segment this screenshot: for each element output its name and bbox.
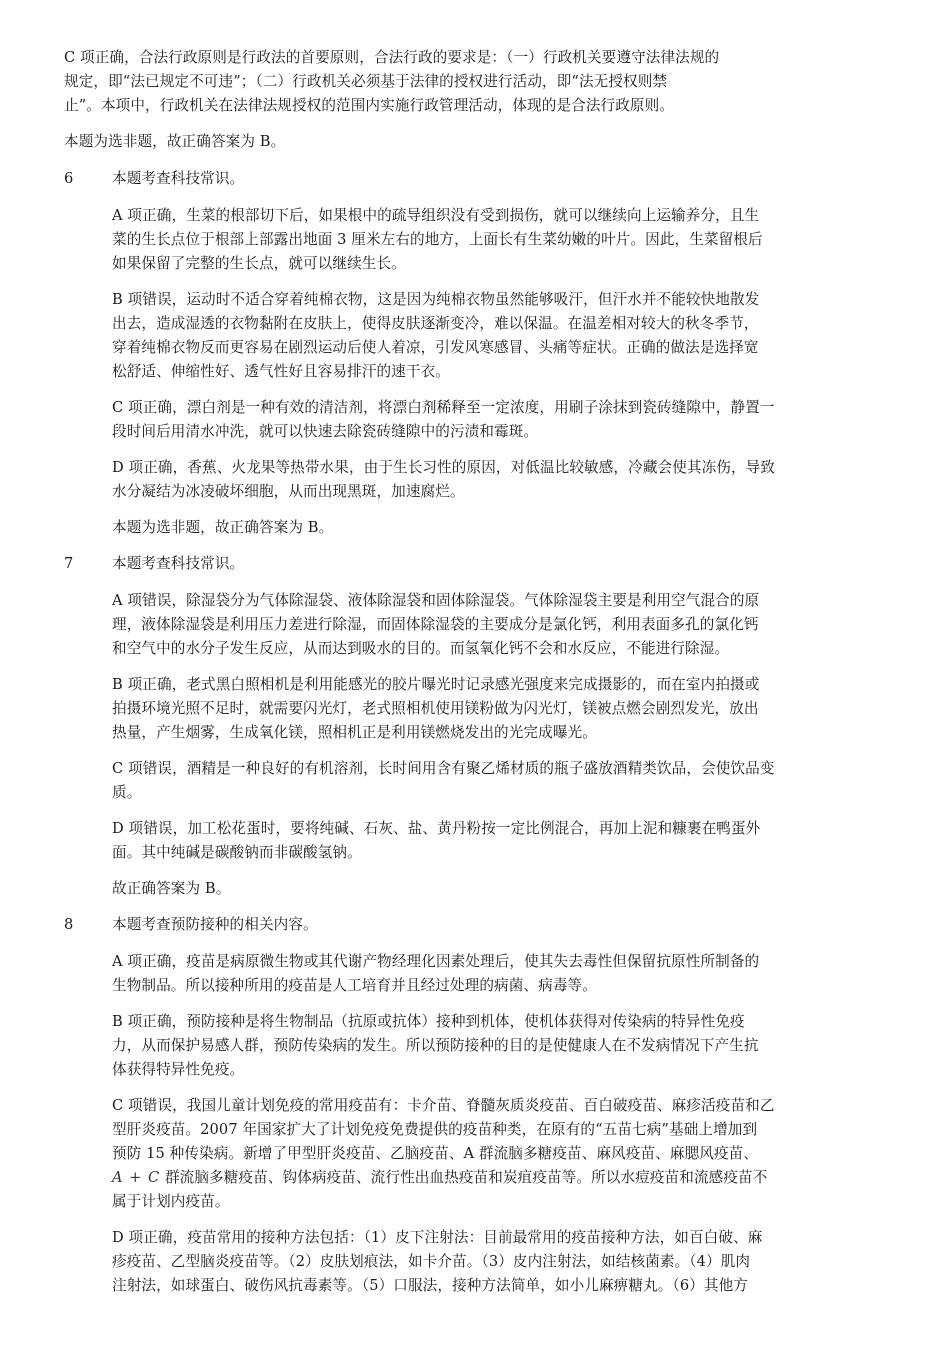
text-line: 如果保留了完整的生长点，就可以继续生长。 (112, 255, 406, 272)
paragraph-c-explanation (64, 46, 719, 118)
text-line: B 项正确，老式黑白照相机是利用能感光的胶片曝光时记录感光强度来完成摄影的，而在室内拍摄或 (112, 676, 760, 693)
text-line: B 项正确，预防接种是将生物制品（抗原或抗体）接种到机体，使机体获得对传染病的特异性免疫 (112, 1013, 745, 1030)
option-d (112, 456, 775, 504)
text-line: 段时间后用清水冲洗，就可以快速去除瓷砖缝隙中的污渍和霉斑。 (112, 423, 539, 440)
text-line: A 项正确，生菜的根部切下后，如果根中的疏导组织没有受到损伤，就可以继续向上运输养分，且生 (112, 207, 760, 224)
question-topic: 本题考查预防接种的相关内容。 (112, 916, 318, 933)
question-number: 8 (64, 916, 74, 933)
text-line: C 项错误，我国儿童计划免疫的常用疫苗有：卡介苗、脊髓灰质炎疫苗、百白破疫苗、麻疹活疫苗和乙 (112, 1097, 775, 1114)
text-line: D 项正确，香蕉、火龙果等热带水果，由于生长习性的原因，对低温比较敏感，冷藏会使其冻伤，导致 (112, 459, 776, 476)
text-line: 出去，造成湿透的衣物黏附在皮肤上，使得皮肤逐渐变冷，难以保温。在温差相对较大的秋冬季节， (112, 315, 759, 332)
text-line: 止”。本项中，行政机关在法律法规授权的范围内实施行政管理活动，体现的是合法行政原则。 (64, 97, 675, 114)
text-line: C 项错误，酒精是一种良好的有机溶剂，长时间用含有聚乙烯材质的瓶子盛放酒精类饮品，会使饮品变 (112, 760, 775, 777)
text-line: C 项正确，漂白剂是一种有效的清洁剂，将漂白剂稀释至一定浓度，用刷子涂抹到瓷砖缝隙中，静置一 (112, 399, 775, 416)
text-line: 面。其中纯碱是碳酸钠而非碳酸氢钠。 (112, 844, 362, 861)
text-line (112, 1166, 775, 1190)
text-line: 穿着纯棉衣物反而更容易在剧烈运动后使人着凉，引发风寒感冒、头痛等症状。正确的做法是选择宽 (112, 339, 759, 356)
text-line: 注射法，如球蛋白、破伤风抗毒素等。（5）口服法，接种方法简单，如小儿麻痹糖丸。（6）其他方 (112, 1277, 749, 1294)
text-line: 规定，即“法已规定不可违”；（二）行政机关必须基于法律的授权进行活动，即“法无授权则禁 (64, 73, 668, 90)
question-topic: 本题考查科技常识。 (112, 555, 245, 572)
text-line: 疹疫苗、乙型脑炎疫苗等。（2）皮肤划痕法，如卡介苗。（3）皮内注射法，如结核菌素。（4）肌肉 (112, 1253, 751, 1270)
question-number: 7 (64, 555, 74, 572)
text-segment: 群流脑多糖疫苗、钩体病疫苗、流行性出血热疫苗和炭疽疫苗等。所以水痘疫苗和流感疫苗不 (164, 1169, 768, 1186)
question-topic: 本题考查科技常识。 (112, 170, 245, 187)
text-line: 水分凝结为冰凌破坏细胞，从而出现黑斑，加速腐烂。 (112, 483, 465, 500)
text-line: 松舒适、伸缩性好、透气性好且容易排汗的速干衣。 (112, 363, 450, 380)
text-line: 力，从而保护易感人群，预防传染病的发生。所以预防接种的目的是使健康人在不发病情况下产生抗 (112, 1037, 759, 1054)
answer-line: 故正确答案为 B。 (112, 880, 231, 897)
text-line: A 项正确，疫苗是病原微生物或其代谢产物经理化因素处理后，使其失去毒性但保留抗原性所制备的 (112, 953, 760, 970)
text-line: B 项错误，运动时不适合穿着纯棉衣物，这是因为纯棉衣物虽然能够吸汗，但汗水并不能较快地散发 (112, 291, 760, 308)
text-line: A 项错误，除湿袋分为气体除湿袋、液体除湿袋和固体除湿袋。气体除湿袋主要是利用空气混合的原 (112, 592, 760, 609)
option-a (112, 589, 759, 661)
question-number: 6 (64, 170, 74, 187)
option-a (112, 950, 759, 998)
text-line: 生物制品。所以接种所用的疫苗是人工培育并且经过处理的病菌、病毒等。 (112, 977, 597, 994)
text-line: 属于计划内疫苗。 (112, 1193, 230, 1210)
text-line: 和空气中的水分子发生反应，从而达到吸水的目的。而氢氧化钙不会和水反应，不能进行除湿。 (112, 640, 730, 657)
option-c (112, 1094, 775, 1214)
option-d (112, 817, 760, 865)
text-line: C 项正确，合法行政原则是行政法的首要原则，合法行政的要求是：（一）行政机关要遵守法律法规的 (64, 49, 720, 66)
option-c (112, 757, 775, 805)
answer-line: 本题为选非题，故正确答案为 B。 (64, 133, 286, 150)
text-line: D 项错误，加工松花蛋时，要将纯碱、石灰、盐、黄丹粉按一定比例混合，再加上泥和糠裹在鸭蛋外 (112, 820, 761, 837)
text-line: 质。 (112, 784, 142, 801)
text-line: 菜的生长点位于根部上部露出地面 3 厘米左右的地方，上面长有生菜幼嫩的叶片。因此，生菜留根后 (112, 231, 763, 248)
text-line: 型肝炎疫苗。2007 年国家扩大了计划免疫免费提供的疫苗种类，在原有的“五苗七病”基础上增加到 (112, 1121, 758, 1138)
answer-line: 本题为选非题，故正确答案为 B。 (112, 519, 334, 536)
option-a (112, 204, 763, 276)
text-line: 拍摄环境光照不足时，就需要闪光灯，老式照相机使用镁粉做为闪光灯，镁被点燃会剧烈发光，放出 (112, 700, 759, 717)
text-line: 预防 15 种传染病。新增了甲型肝炎疫苗、乙脑疫苗、A 群流脑多糖疫苗、麻风疫苗、麻腮风疫苗、 (112, 1145, 759, 1162)
formula-a-plus-c: A + C (112, 1169, 161, 1186)
option-c (112, 396, 775, 444)
option-b (112, 673, 759, 745)
text-line: D 项正确，疫苗常用的接种方法包括：（1）皮下注射法：目前最常用的疫苗接种方法，如百白破、麻 (112, 1229, 763, 1246)
text-line: 理，液体除湿袋是利用压力差进行除湿，而固体除湿袋的主要成分是氯化钙，利用表面多孔的氯化钙 (112, 616, 759, 633)
option-b (112, 1010, 759, 1082)
text-line: 体获得特异性免疫。 (112, 1061, 245, 1078)
option-d (112, 1226, 762, 1298)
text-line: 热量，产生烟雾，生成氧化镁，照相机正是利用镁燃烧发出的光完成曝光。 (112, 724, 597, 741)
option-b (112, 288, 759, 384)
